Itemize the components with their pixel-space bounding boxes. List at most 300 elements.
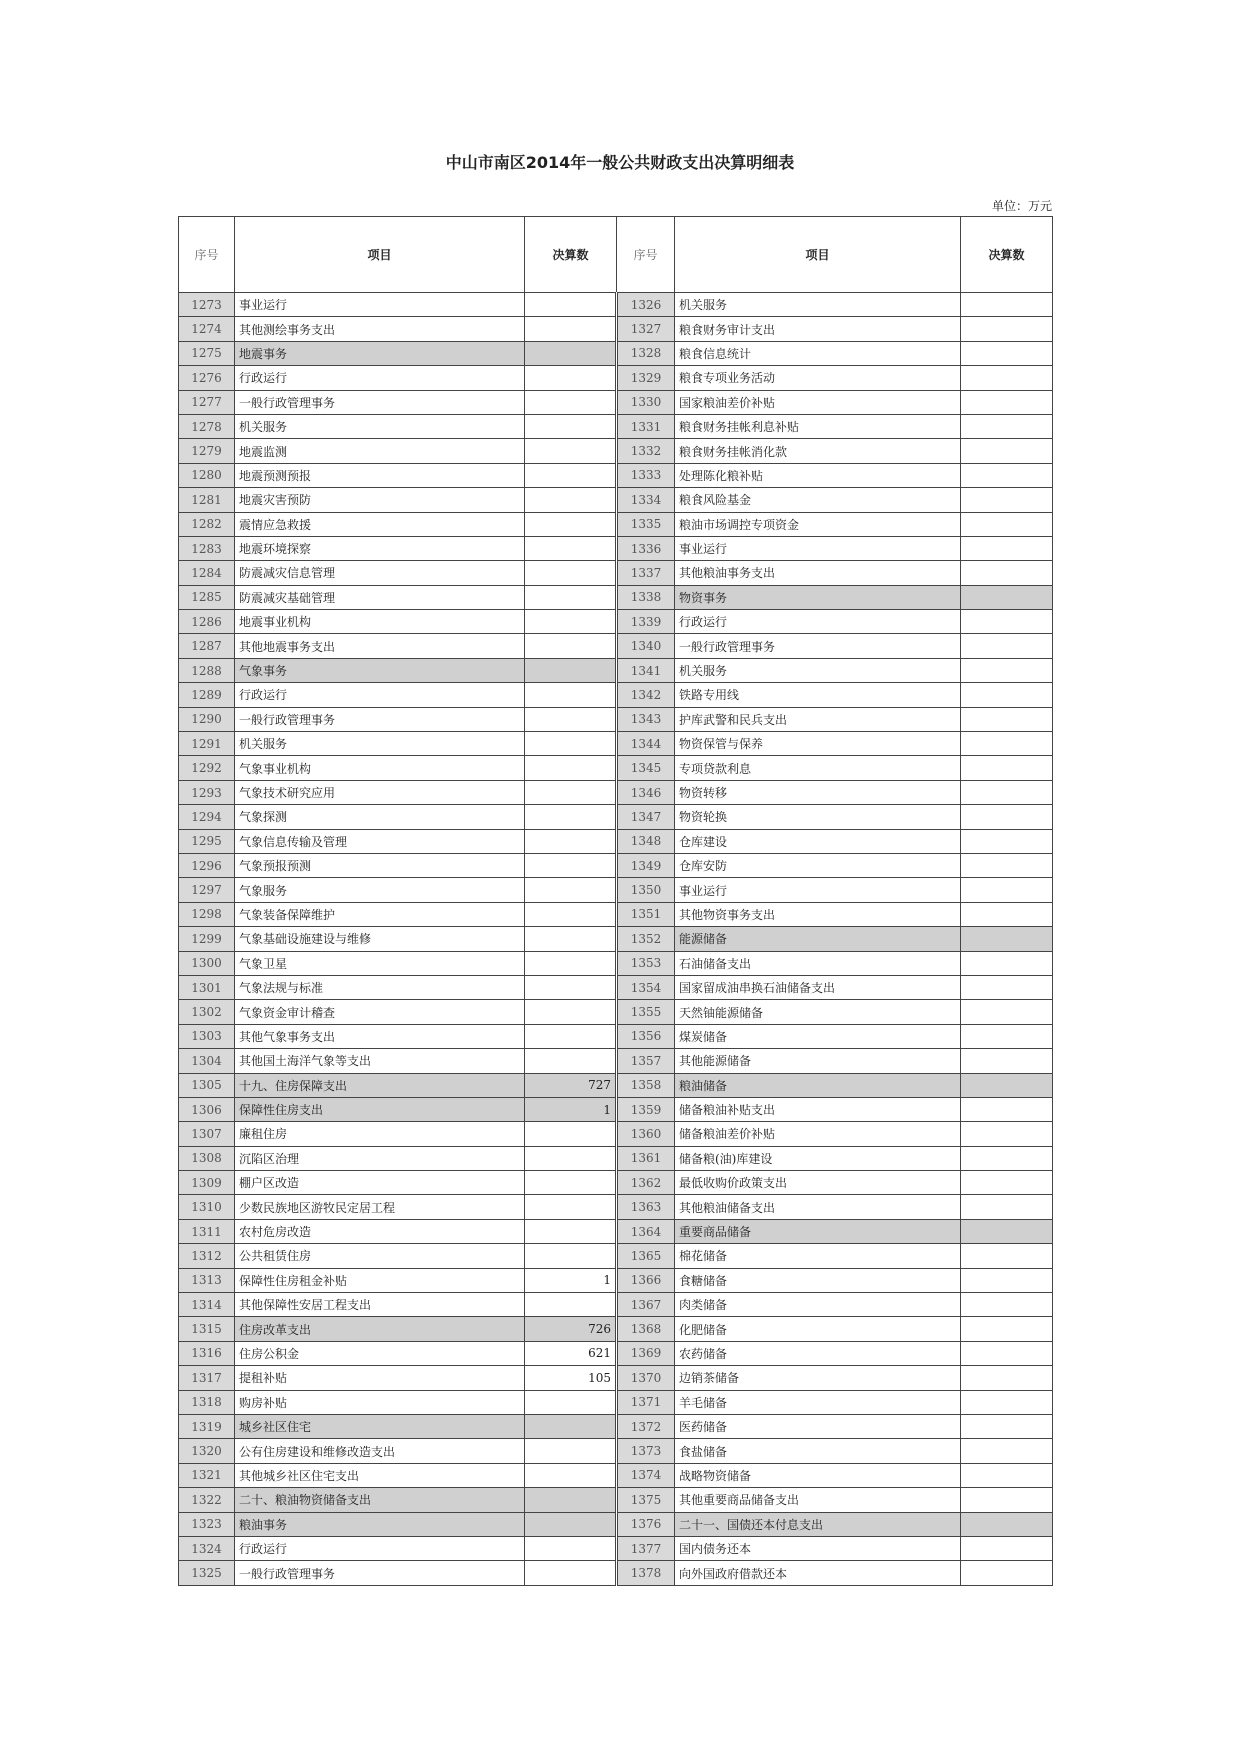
amount-cell <box>525 317 617 341</box>
seq-cell: 1367 <box>617 1293 675 1317</box>
item-cell: 提租补贴 <box>235 1366 525 1390</box>
item-cell: 十九、住房保障支出 <box>235 1073 525 1097</box>
page-title: 中山市南区2014年一般公共财政支出决算明细表 <box>445 153 795 172</box>
item-cell: 国内债务还本 <box>675 1536 961 1560</box>
table-row <box>179 1366 1053 1390</box>
item-cell: 一般行政管理事务 <box>235 707 525 731</box>
amount-cell <box>961 829 1053 853</box>
table-row <box>179 1439 1053 1463</box>
seq-cell: 1348 <box>617 829 675 853</box>
amount-cell <box>961 439 1053 463</box>
amount-cell <box>525 585 617 609</box>
item-cell: 其他粮油储备支出 <box>675 1195 961 1219</box>
table-row <box>179 707 1053 731</box>
seq-cell: 1308 <box>179 1146 235 1170</box>
item-cell: 一般行政管理事务 <box>235 1561 525 1585</box>
seq-cell: 1355 <box>617 1000 675 1024</box>
item-cell: 地震监测 <box>235 439 525 463</box>
amount-cell <box>525 1463 617 1487</box>
item-cell: 城乡社区住宅 <box>235 1414 525 1438</box>
table-row <box>179 1536 1053 1560</box>
item-cell: 防震减灾基础管理 <box>235 585 525 609</box>
amount-cell <box>961 1049 1053 1073</box>
seq-cell: 1357 <box>617 1049 675 1073</box>
header-amount: 决算数 <box>961 217 1053 293</box>
header-seq: 序号 <box>179 217 235 293</box>
seq-cell: 1292 <box>179 756 235 780</box>
amount-cell <box>961 902 1053 926</box>
amount-cell: 1 <box>525 1097 617 1121</box>
item-cell: 其他国土海洋气象等支出 <box>235 1049 525 1073</box>
table-row <box>179 317 1053 341</box>
amount-cell: 727 <box>525 1073 617 1097</box>
amount-cell <box>961 1268 1053 1292</box>
amount-cell <box>525 293 617 317</box>
item-cell: 棚户区改造 <box>235 1171 525 1195</box>
seq-cell: 1276 <box>179 366 235 390</box>
item-cell: 气象信息传输及管理 <box>235 829 525 853</box>
amount-cell <box>961 1024 1053 1048</box>
amount-cell <box>961 1073 1053 1097</box>
seq-cell: 1320 <box>179 1439 235 1463</box>
table-row <box>179 683 1053 707</box>
item-cell: 农村危房改造 <box>235 1219 525 1243</box>
table-row <box>179 878 1053 902</box>
item-cell: 地震事业机构 <box>235 610 525 634</box>
item-cell: 其他物资事务支出 <box>675 902 961 926</box>
item-cell: 机关服务 <box>235 414 525 438</box>
seq-cell: 1313 <box>179 1268 235 1292</box>
table-row <box>179 1512 1053 1536</box>
header-row <box>179 217 1053 293</box>
seq-cell: 1353 <box>617 951 675 975</box>
amount-cell <box>525 756 617 780</box>
table-row <box>179 561 1053 585</box>
seq-cell: 1359 <box>617 1097 675 1121</box>
seq-cell: 1343 <box>617 707 675 731</box>
amount-cell <box>961 927 1053 951</box>
seq-cell: 1315 <box>179 1317 235 1341</box>
item-cell: 事业运行 <box>675 878 961 902</box>
amount-cell <box>525 658 617 682</box>
table-row <box>179 756 1053 780</box>
amount-cell <box>525 829 617 853</box>
header-seq: 序号 <box>617 217 675 293</box>
item-cell: 气象技术研究应用 <box>235 780 525 804</box>
seq-cell: 1331 <box>617 414 675 438</box>
item-cell: 棉花储备 <box>675 1244 961 1268</box>
seq-cell: 1375 <box>617 1488 675 1512</box>
seq-cell: 1317 <box>179 1366 235 1390</box>
table-row <box>179 951 1053 975</box>
item-cell: 其他气象事务支出 <box>235 1024 525 1048</box>
unit-label: 单位：万元 <box>991 199 1052 213</box>
amount-cell: 105 <box>525 1366 617 1390</box>
table-row <box>179 732 1053 756</box>
amount-cell <box>961 390 1053 414</box>
item-cell: 机关服务 <box>675 293 961 317</box>
amount-cell <box>525 512 617 536</box>
amount-cell <box>961 561 1053 585</box>
seq-cell: 1372 <box>617 1414 675 1438</box>
seq-cell: 1347 <box>617 805 675 829</box>
amount-cell <box>525 1024 617 1048</box>
item-cell: 地震事务 <box>235 341 525 365</box>
item-cell: 震情应急救援 <box>235 512 525 536</box>
amount-cell <box>961 1097 1053 1121</box>
item-cell: 保障性住房租金补贴 <box>235 1268 525 1292</box>
seq-cell: 1370 <box>617 1366 675 1390</box>
seq-cell: 1314 <box>179 1293 235 1317</box>
item-cell: 二十、粮油物资储备支出 <box>235 1488 525 1512</box>
amount-cell <box>525 902 617 926</box>
amount-cell <box>961 463 1053 487</box>
table-row <box>179 1171 1053 1195</box>
amount-cell <box>961 780 1053 804</box>
amount-cell <box>961 1219 1053 1243</box>
item-cell: 粮油市场调控专项资金 <box>675 512 961 536</box>
amount-cell <box>961 341 1053 365</box>
table-row <box>179 390 1053 414</box>
header-item: 项目 <box>675 217 961 293</box>
seq-cell: 1290 <box>179 707 235 731</box>
item-cell: 地震灾害预防 <box>235 488 525 512</box>
item-cell: 气象探测 <box>235 805 525 829</box>
item-cell: 能源储备 <box>675 927 961 951</box>
table-row <box>179 463 1053 487</box>
seq-cell: 1335 <box>617 512 675 536</box>
seq-cell: 1339 <box>617 610 675 634</box>
table-row <box>179 1146 1053 1170</box>
amount-cell <box>961 366 1053 390</box>
seq-cell: 1293 <box>179 780 235 804</box>
item-cell: 气象资金审计稽查 <box>235 1000 525 1024</box>
amount-cell <box>525 1171 617 1195</box>
seq-cell: 1283 <box>179 536 235 560</box>
amount-cell <box>525 1414 617 1438</box>
item-cell: 肉类储备 <box>675 1293 961 1317</box>
seq-cell: 1330 <box>617 390 675 414</box>
seq-cell: 1278 <box>179 414 235 438</box>
seq-cell: 1311 <box>179 1219 235 1243</box>
amount-cell <box>961 707 1053 731</box>
seq-cell: 1376 <box>617 1512 675 1536</box>
amount-cell <box>525 341 617 365</box>
seq-cell: 1286 <box>179 610 235 634</box>
item-cell: 粮油事务 <box>235 1512 525 1536</box>
seq-cell: 1336 <box>617 536 675 560</box>
amount-cell <box>961 536 1053 560</box>
seq-cell: 1306 <box>179 1097 235 1121</box>
item-cell: 最低收购价政策支出 <box>675 1171 961 1195</box>
table-row <box>179 512 1053 536</box>
item-cell: 气象事业机构 <box>235 756 525 780</box>
item-cell: 其他重要商品储备支出 <box>675 1488 961 1512</box>
item-cell: 石油储备支出 <box>675 951 961 975</box>
amount-cell <box>961 1561 1053 1585</box>
amount-cell <box>525 610 617 634</box>
item-cell: 粮油储备 <box>675 1073 961 1097</box>
seq-cell: 1302 <box>179 1000 235 1024</box>
seq-cell: 1273 <box>179 293 235 317</box>
seq-cell: 1277 <box>179 390 235 414</box>
seq-cell: 1291 <box>179 732 235 756</box>
seq-cell: 1296 <box>179 853 235 877</box>
amount-cell: 621 <box>525 1341 617 1365</box>
seq-cell: 1374 <box>617 1463 675 1487</box>
amount-cell <box>961 317 1053 341</box>
item-cell: 气象卫星 <box>235 951 525 975</box>
amount-cell <box>525 683 617 707</box>
amount-cell <box>525 780 617 804</box>
item-cell: 行政运行 <box>235 1536 525 1560</box>
seq-cell: 1294 <box>179 805 235 829</box>
seq-cell: 1337 <box>617 561 675 585</box>
seq-cell: 1321 <box>179 1463 235 1487</box>
amount-cell <box>961 1414 1053 1438</box>
item-cell: 物资轮换 <box>675 805 961 829</box>
seq-cell: 1322 <box>179 1488 235 1512</box>
item-cell: 一般行政管理事务 <box>675 634 961 658</box>
item-cell: 购房补贴 <box>235 1390 525 1414</box>
amount-cell <box>525 366 617 390</box>
table-row <box>179 1488 1053 1512</box>
seq-cell: 1274 <box>179 317 235 341</box>
amount-cell <box>525 1488 617 1512</box>
seq-cell: 1300 <box>179 951 235 975</box>
item-cell: 行政运行 <box>235 366 525 390</box>
amount-cell <box>961 975 1053 999</box>
seq-cell: 1352 <box>617 927 675 951</box>
amount-cell <box>961 1171 1053 1195</box>
table-row <box>179 366 1053 390</box>
table-row <box>179 634 1053 658</box>
amount-cell <box>525 414 617 438</box>
item-cell: 气象事务 <box>235 658 525 682</box>
item-cell: 粮食信息统计 <box>675 341 961 365</box>
amount-cell <box>961 1366 1053 1390</box>
amount-cell <box>961 1146 1053 1170</box>
seq-cell: 1338 <box>617 585 675 609</box>
seq-cell: 1281 <box>179 488 235 512</box>
item-cell: 其他城乡社区住宅支出 <box>235 1463 525 1487</box>
amount-cell <box>961 1488 1053 1512</box>
amount-cell <box>525 975 617 999</box>
item-cell: 医药储备 <box>675 1414 961 1438</box>
seq-cell: 1378 <box>617 1561 675 1585</box>
amount-cell <box>961 756 1053 780</box>
table-row <box>179 1414 1053 1438</box>
amount-cell <box>961 805 1053 829</box>
seq-cell: 1325 <box>179 1561 235 1585</box>
table-row <box>179 780 1053 804</box>
seq-cell: 1285 <box>179 585 235 609</box>
table-row <box>179 805 1053 829</box>
amount-cell <box>525 634 617 658</box>
amount-cell <box>525 1439 617 1463</box>
item-cell: 其他能源储备 <box>675 1049 961 1073</box>
item-cell: 仓库建设 <box>675 829 961 853</box>
amount-cell <box>961 1463 1053 1487</box>
table-row <box>179 829 1053 853</box>
amount-cell <box>961 512 1053 536</box>
item-cell: 农药储备 <box>675 1341 961 1365</box>
table-row <box>179 658 1053 682</box>
item-cell: 地震预测预报 <box>235 463 525 487</box>
amount-cell <box>961 732 1053 756</box>
amount-cell: 726 <box>525 1317 617 1341</box>
table-row <box>179 1219 1053 1243</box>
item-cell: 机关服务 <box>675 658 961 682</box>
seq-cell: 1363 <box>617 1195 675 1219</box>
seq-cell: 1373 <box>617 1439 675 1463</box>
seq-cell: 1340 <box>617 634 675 658</box>
seq-cell: 1284 <box>179 561 235 585</box>
amount-cell <box>525 951 617 975</box>
table-row <box>179 927 1053 951</box>
seq-cell: 1301 <box>179 975 235 999</box>
amount-cell <box>961 1512 1053 1536</box>
seq-cell: 1346 <box>617 780 675 804</box>
amount-cell <box>961 488 1053 512</box>
seq-cell: 1332 <box>617 439 675 463</box>
header-item: 项目 <box>235 217 525 293</box>
amount-cell <box>961 585 1053 609</box>
amount-cell <box>961 658 1053 682</box>
item-cell: 住房公积金 <box>235 1341 525 1365</box>
seq-cell: 1304 <box>179 1049 235 1073</box>
seq-cell: 1333 <box>617 463 675 487</box>
seq-cell: 1305 <box>179 1073 235 1097</box>
amount-cell <box>961 878 1053 902</box>
seq-cell: 1358 <box>617 1073 675 1097</box>
seq-cell: 1362 <box>617 1171 675 1195</box>
item-cell: 机关服务 <box>235 732 525 756</box>
amount-cell <box>961 1195 1053 1219</box>
amount-cell <box>525 536 617 560</box>
amount-cell <box>525 1536 617 1560</box>
amount-cell <box>525 805 617 829</box>
seq-cell: 1298 <box>179 902 235 926</box>
item-cell: 公有住房建设和维修改造支出 <box>235 1439 525 1463</box>
budget-table <box>178 216 1053 1586</box>
seq-cell: 1287 <box>179 634 235 658</box>
item-cell: 国家留成油串换石油储备支出 <box>675 975 961 999</box>
table-row <box>179 853 1053 877</box>
seq-cell: 1303 <box>179 1024 235 1048</box>
item-cell: 行政运行 <box>675 610 961 634</box>
seq-cell: 1344 <box>617 732 675 756</box>
amount-cell <box>525 439 617 463</box>
item-cell: 护库武警和民兵支出 <box>675 707 961 731</box>
item-cell: 其他地震事务支出 <box>235 634 525 658</box>
item-cell: 仓库安防 <box>675 853 961 877</box>
seq-cell: 1289 <box>179 683 235 707</box>
amount-cell <box>961 1293 1053 1317</box>
table-row <box>179 1561 1053 1585</box>
item-cell: 化肥储备 <box>675 1317 961 1341</box>
table-row <box>179 414 1053 438</box>
amount-cell <box>525 488 617 512</box>
item-cell: 二十一、国债还本付息支出 <box>675 1512 961 1536</box>
item-cell: 气象基础设施建设与维修 <box>235 927 525 951</box>
seq-cell: 1316 <box>179 1341 235 1365</box>
amount-cell <box>525 1219 617 1243</box>
seq-cell: 1356 <box>617 1024 675 1048</box>
item-cell: 粮食财务挂帐消化款 <box>675 439 961 463</box>
amount-cell <box>961 414 1053 438</box>
amount-cell <box>525 1512 617 1536</box>
amount-cell <box>961 1390 1053 1414</box>
seq-cell: 1345 <box>617 756 675 780</box>
item-cell: 粮食风险基金 <box>675 488 961 512</box>
table-row <box>179 488 1053 512</box>
amount-cell <box>525 878 617 902</box>
table-row <box>179 1195 1053 1219</box>
item-cell: 防震减灾信息管理 <box>235 561 525 585</box>
seq-cell: 1350 <box>617 878 675 902</box>
seq-cell: 1275 <box>179 341 235 365</box>
item-cell: 储备粮(油)库建设 <box>675 1146 961 1170</box>
amount-cell <box>961 1341 1053 1365</box>
amount-cell <box>525 1244 617 1268</box>
item-cell: 国家粮油差价补贴 <box>675 390 961 414</box>
seq-cell: 1297 <box>179 878 235 902</box>
item-cell: 向外国政府借款还本 <box>675 1561 961 1585</box>
amount-cell <box>525 1049 617 1073</box>
item-cell: 事业运行 <box>675 536 961 560</box>
table-row <box>179 1268 1053 1292</box>
table-row <box>179 1293 1053 1317</box>
item-cell: 公共租赁住房 <box>235 1244 525 1268</box>
seq-cell: 1307 <box>179 1122 235 1146</box>
table-row <box>179 341 1053 365</box>
item-cell: 专项贷款利息 <box>675 756 961 780</box>
amount-cell <box>525 1000 617 1024</box>
amount-cell <box>525 1146 617 1170</box>
item-cell: 住房改革支出 <box>235 1317 525 1341</box>
table-row <box>179 1073 1053 1097</box>
amount-cell <box>525 463 617 487</box>
seq-cell: 1349 <box>617 853 675 877</box>
item-cell: 廉租住房 <box>235 1122 525 1146</box>
item-cell: 粮食财务审计支出 <box>675 317 961 341</box>
item-cell: 行政运行 <box>235 683 525 707</box>
table-row <box>179 1049 1053 1073</box>
amount-cell <box>525 707 617 731</box>
amount-cell <box>525 1293 617 1317</box>
item-cell: 粮食财务挂帐利息补贴 <box>675 414 961 438</box>
seq-cell: 1282 <box>179 512 235 536</box>
table-row <box>179 439 1053 463</box>
seq-cell: 1299 <box>179 927 235 951</box>
item-cell: 羊毛储备 <box>675 1390 961 1414</box>
item-cell: 粮食专项业务活动 <box>675 366 961 390</box>
item-cell: 地震环境探察 <box>235 536 525 560</box>
seq-cell: 1326 <box>617 293 675 317</box>
seq-cell: 1312 <box>179 1244 235 1268</box>
amount-cell <box>961 683 1053 707</box>
table-row <box>179 1097 1053 1121</box>
item-cell: 气象装备保障维护 <box>235 902 525 926</box>
seq-cell: 1351 <box>617 902 675 926</box>
seq-cell: 1280 <box>179 463 235 487</box>
amount-cell <box>961 634 1053 658</box>
seq-cell: 1368 <box>617 1317 675 1341</box>
amount-cell <box>525 1195 617 1219</box>
item-cell: 边销茶储备 <box>675 1366 961 1390</box>
item-cell: 气象法规与标准 <box>235 975 525 999</box>
